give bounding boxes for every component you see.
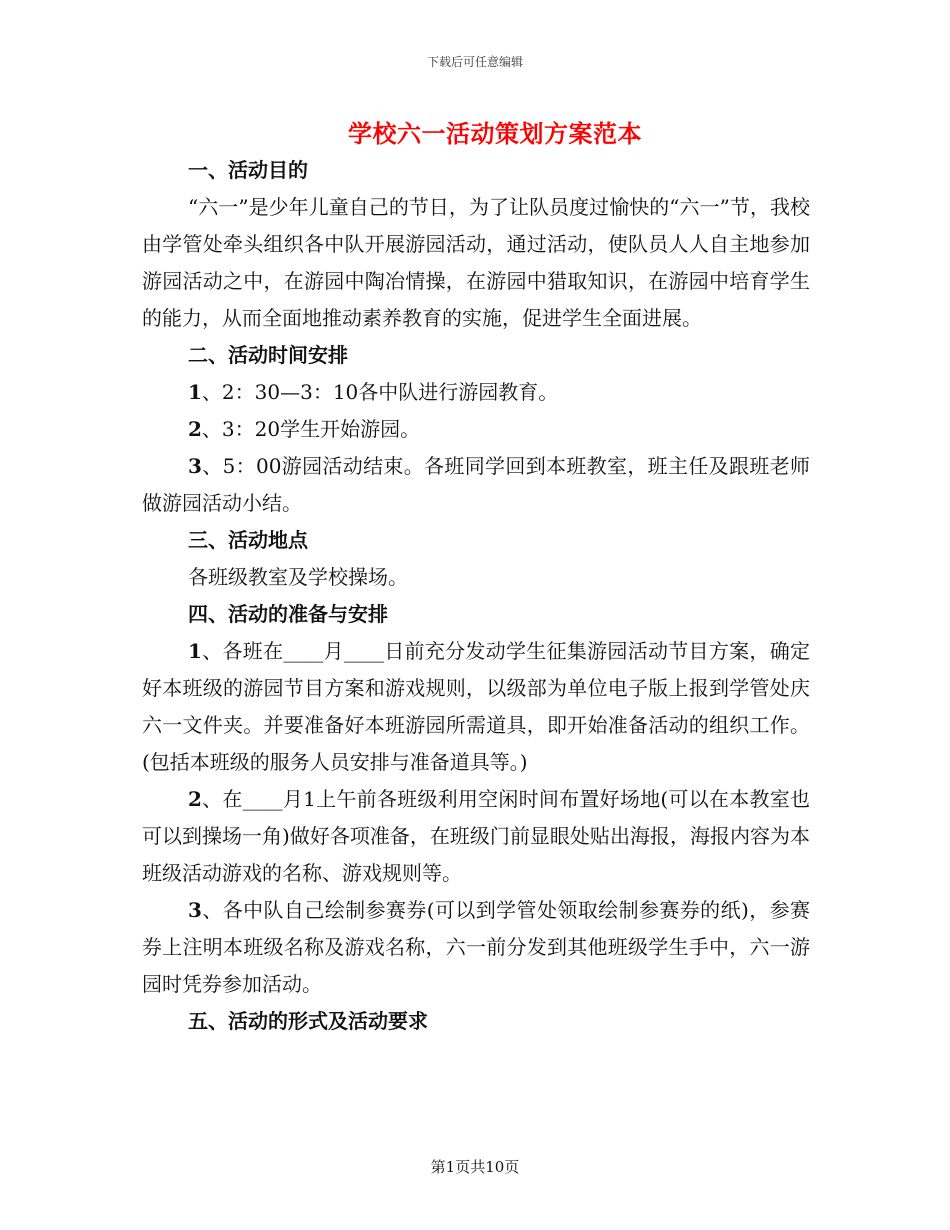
section-heading-schedule: 二、活动时间安排 xyxy=(188,343,348,367)
item-number: 2 xyxy=(188,417,202,441)
item-text: 、5：00游园活动结束。各班同学回到本班教室，班主任及跟班老师做游园活动小结。 xyxy=(142,454,810,515)
page-footer: 第1页共10页 xyxy=(430,1158,520,1176)
list-item xyxy=(142,448,810,522)
item-text: 、各班在____月____日前充分发动学生征集游园活动节目方案，确定好本班级的游园节目方案和游戏规则，以级部为单位电子版上报到学管处庆六一文件夹。并要准备好本班游园所需道具，即开始准备活动的组织工作。(包括本班级的服务人员安排与准备道具等。) xyxy=(142,639,810,774)
section-heading-purpose: 一、活动目的 xyxy=(188,158,308,182)
item-text: 、在____月1上午前各班级利用空闲时间布置好场地(可以在本教室也可以到操场一角)做好各项准备，在班级门前显眼处贴出海报，海报内容为本班级活动游戏的名称、游戏规则等。 xyxy=(142,787,810,885)
list-item xyxy=(142,633,810,781)
item-number: 3 xyxy=(188,898,202,922)
section-heading-preparation: 四、活动的准备与安排 xyxy=(188,602,388,626)
list-item xyxy=(142,781,810,892)
list-item xyxy=(142,892,810,1003)
list-item xyxy=(142,411,810,448)
section-paragraph-purpose: “六一”是少年儿童自己的节日，为了让队员度过愉快的“六一”节，我校由学管处牵头组织各中队开展游园活动，通过活动，使队员人人自主地参加游园活动之中，在游园中陶冶情操，在游园中猎取知识，在游园中培育学生的能力，从而全面地推动素养教育的实施，促进学生全面进展。 xyxy=(142,195,810,330)
item-number: 1 xyxy=(188,639,202,663)
page-header-note: 下载后可任意编辑 xyxy=(426,55,523,69)
section-heading-location: 三、活动地点 xyxy=(188,528,308,552)
item-text: 、2：30—3：10各中队进行游园教育。 xyxy=(201,380,559,404)
list-item xyxy=(142,374,810,411)
section-heading-format: 五、活动的形式及活动要求 xyxy=(188,1009,428,1033)
section-paragraph-location: 各班级教室及学校操场。 xyxy=(188,565,408,589)
document-title: 学校六一活动策划方案范本 xyxy=(348,119,642,148)
item-number: 2 xyxy=(188,787,202,811)
item-number: 1 xyxy=(188,380,202,404)
item-text: 、各中队自己绘制参赛券(可以到学管处领取绘制参赛券的纸)，参赛券上注明本班级名称及游戏名称，六一前分发到其他班级学生手中，六一游园时凭券参加活动。 xyxy=(142,898,810,996)
item-number: 3 xyxy=(188,454,202,478)
item-text: 、3：20学生开始游园。 xyxy=(201,417,421,441)
document-body xyxy=(142,152,810,1040)
